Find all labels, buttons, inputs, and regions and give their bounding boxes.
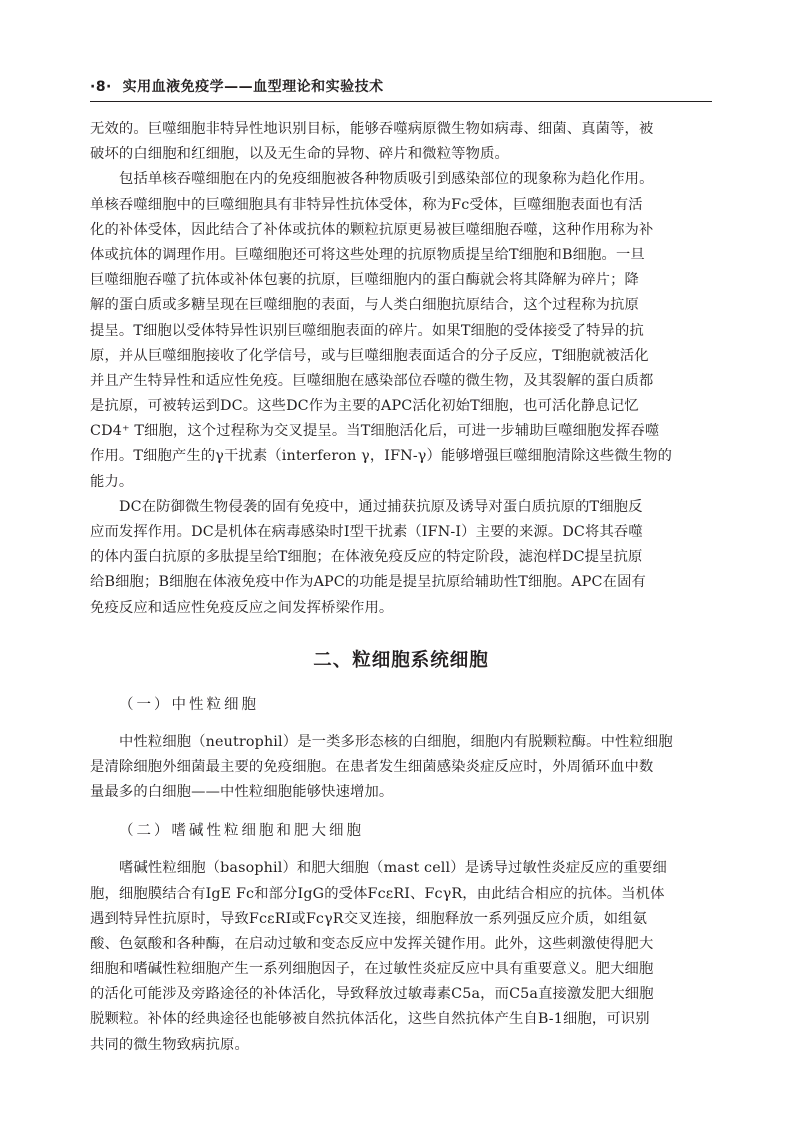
page-body xyxy=(90,117,712,1058)
text-line: 应而发挥作用。DC是机体在病毒感染时Ⅰ型干扰素（IFN-Ⅰ）主要的来源。DC将其吞噬 xyxy=(90,524,643,540)
text-line: 量最多的白细胞——中性粒细胞能够快速增加。 xyxy=(90,784,394,801)
text-line: 细胞和嗜碱性粒细胞产生一系列细胞因子，在过敏性炎症反应中具有重要意义。肥大细胞 xyxy=(90,961,654,978)
text-line: 并且产生特异性和适应性免疫。巨噬细胞在感染部位吞噬的微生物，及其裂解的蛋白质都 xyxy=(90,372,654,389)
text-line: 给B细胞；B细胞在体液免疫中作为APC的功能是提呈抗原给辅助性T细胞。APC在固有 xyxy=(90,574,646,591)
text-line: 能力。 xyxy=(90,473,134,490)
text-line: DC在防御微生物侵袭的固有免疫中，通过捕获抗原及诱导对蛋白质抗原的T细胞反 xyxy=(119,498,643,515)
paragraph xyxy=(90,117,712,167)
text-line: 提呈。T细胞以受体特异性识别巨噬细胞表面的碎片。如果T细胞的受体接受了特异的抗 xyxy=(90,322,644,339)
text-line: 无效的。巨噬细胞非特异性地识别目标，能够吞噬病原微生物如病毒、细菌、真菌等，被 xyxy=(90,121,654,137)
running-header xyxy=(90,76,710,100)
book-title: 实用血液免疫学——血型理论和实验技术 xyxy=(122,79,384,95)
text-line: 嗜碱性粒细胞（basophil）和肥大细胞（mast cell）是诱导过敏性炎症反应的重要细 xyxy=(119,860,667,877)
text-line: 破坏的白细胞和红细胞，以及无生命的异物、碎片和微粒等物质。 xyxy=(90,146,509,163)
text-line: 中性粒细胞（neutrophil）是一类多形态核的白细胞，细胞内有脱颗粒酶。中性粒细胞 xyxy=(119,733,673,750)
text-line: 解的蛋白质或多糖呈现在巨噬细胞的表面，与人类白细胞抗原结合，这个过程称为抗原 xyxy=(90,297,639,314)
text-line: 化的补体受体，因此结合了补体或抗体的颗粒抗原更易被巨噬细胞吞噬，这种作用称为补 xyxy=(90,221,654,238)
section-heading: 二、粒细胞系统细胞 xyxy=(313,649,489,671)
text-line: 遇到特异性抗原时，导致FcεRI或FcγR交叉连接，细胞释放一系列强反应介质，如组氨 xyxy=(90,910,648,927)
text-line: 原，并从巨噬细胞接收了化学信号，或与巨噬细胞表面适合的分子反应，T细胞就被活化 xyxy=(90,347,649,364)
text-line: 包括单核吞噬细胞在内的免疫细胞被各种物质吸引到感染部位的现象称为趋化作用。 xyxy=(119,171,654,188)
text-line: 作用。T细胞产生的γ干扰素（interferon γ，IFN-γ）能够增强巨噬细胞清除这些微生物的 xyxy=(90,448,673,465)
paragraph xyxy=(90,856,712,1058)
header-divider xyxy=(90,101,712,102)
text-line: 的活化可能涉及旁路途径的补体活化，导致释放过敏毒素C5a，而C5a直接激发肥大细胞 xyxy=(90,986,654,1003)
text-line: 是清除细胞外细菌最主要的免疫细胞。在患者发生细菌感染炎症反应时，外周循环血中数 xyxy=(90,758,654,775)
text-line: 共同的微生物致病抗原。 xyxy=(90,1036,249,1053)
text-line: 酸、色氨酸和各种酶，在启动过敏和变态反应中发挥关键作用。此外，这些刺激使得肥大 xyxy=(90,935,654,952)
paragraph xyxy=(90,167,712,494)
text-line: 体或抗体的调理作用。巨噬细胞还可将这些处理的抗原物质提呈给T细胞和B细胞。一旦 xyxy=(90,246,645,263)
text-line: 胞，细胞膜结合有IgE Fc和部分IgG的受体FcεRI、FcγR，由此结合相应的抗体。当机体 xyxy=(90,885,665,902)
subsection-heading: （一）中性粒细胞 xyxy=(119,696,259,713)
text-line: 单核吞噬细胞中的巨噬细胞具有非特异性抗体受体，称为Fc受体，巨噬细胞表面也有活 xyxy=(90,196,643,213)
subsection-heading: （二）嗜碱性粒细胞和肥大细胞 xyxy=(119,823,364,840)
text-line: 免疫反应和适应性免疫反应之间发挥桥梁作用。 xyxy=(90,599,394,616)
text-line: 脱颗粒。补体的经典途径也能够被自然抗体活化，这些自然抗体产生自B-1细胞，可识别 xyxy=(90,1011,650,1028)
text-line: 巨噬细胞吞噬了抗体或补体包裹的抗原，巨噬细胞内的蛋白酶就会将其降解为碎片；降 xyxy=(90,272,639,289)
paragraph xyxy=(90,730,712,806)
paragraph xyxy=(90,495,712,621)
text-line: 的体内蛋白抗原的多肽提呈给T细胞；在体液免疫反应的特定阶段，滤泡样DC提呈抗原 xyxy=(90,549,643,566)
text-line: CD4⁺ T细胞，这个过程称为交叉提呈。当T细胞活化后，可进一步辅助巨噬细胞发挥吞噬 xyxy=(90,423,660,440)
page-number: ·8· xyxy=(90,79,112,95)
text-line: 是抗原，可被转运到DC。这些DC作为主要的APC活化初始T细胞，也可活化静息记忆 xyxy=(90,398,639,415)
